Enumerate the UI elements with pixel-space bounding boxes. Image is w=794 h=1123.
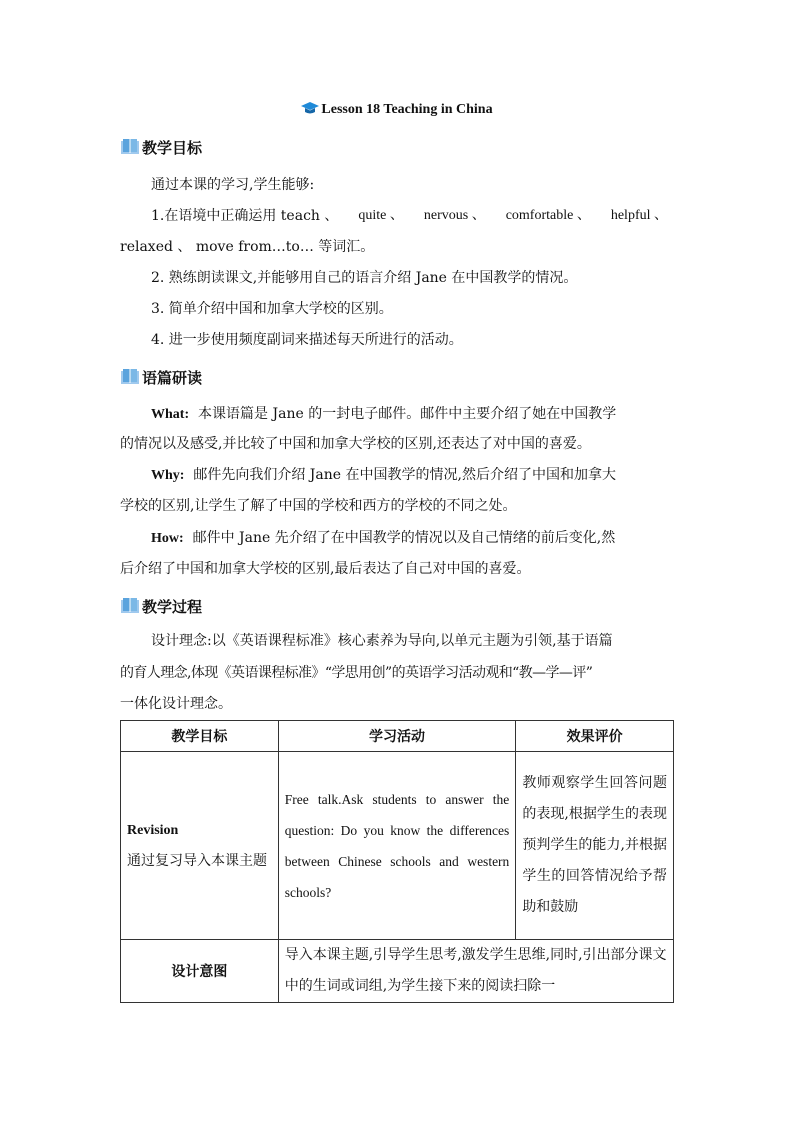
- section-heading-process: 教学过程: [120, 596, 202, 618]
- reading-how-line-2: 后介绍了中国和加拿大学校的区别,最后表达了自己对中国的喜爱。: [120, 561, 531, 577]
- goals-item-2: 2. 熟练朗读课文,并能够用自己的语言介绍 Jane 在中国教学的情况。: [151, 270, 578, 286]
- book-icon: [120, 597, 140, 615]
- book-icon: [120, 138, 140, 156]
- process-paragraph-line-2: 的育人理念,体现《英语课程标准》“学思用创”的英语学习活动观和“教—学—评”: [120, 665, 593, 681]
- lesson-title: Lesson 18 Teaching in China: [0, 101, 794, 118]
- goals-item-1-cont: relaxed 、 move from…to… 等词汇。: [120, 239, 375, 255]
- process-paragraph-line-1: 设计理念:以《英语课程标准》核心素养为导向,以单元主题为引领,基于语篇: [151, 633, 613, 649]
- header-evaluation: 效果评价: [516, 721, 674, 752]
- row1-goal-desc: 通过复习导入本课主题: [127, 852, 267, 869]
- goals-item-1: 1.在语境中正确运用 teach 、 quite 、 nervous 、 comfortable 、 helpful 、: [151, 208, 668, 224]
- reading-how-line-1: How: 邮件中 Jane 先介绍了在中国教学的情况以及自己情绪的前后变化,然: [151, 530, 616, 546]
- row1-goal-title: Revision: [127, 822, 179, 838]
- header-activity: 学习活动: [278, 721, 516, 752]
- table-row: [121, 940, 674, 1003]
- reading-why-line-2: 学校的区别,让学生了解了中国的学校和西方的学校的不同之处。: [120, 498, 517, 514]
- row1-evaluation: 教师观察学生回答问题的表现,根据学生的表现预判学生的能力,并根据学生的回答情况给予帮助和鼓励: [516, 752, 674, 940]
- goals-item-3: 3. 简单介绍中国和加拿大学校的区别。: [151, 301, 393, 317]
- book-icon: [120, 368, 140, 386]
- goals-item-4: 4. 进一步使用频度副词来描述每天所进行的活动。: [151, 332, 463, 348]
- row1-activity: Free talk.Ask students to answer the question: Do you know the differences between Chinese schools and western schools?: [278, 752, 516, 940]
- row2-label: 设计意图: [121, 940, 279, 1003]
- reading-why-line-1: Why: 邮件先向我们介绍 Jane 在中国教学的情况,然后介绍了中国和加拿大: [151, 467, 616, 483]
- goals-intro: 通过本课的学习,学生能够:: [151, 177, 315, 193]
- reading-what-line-1: What: 本课语篇是 Jane 的一封电子邮件。邮件中主要介绍了她在中国教学: [151, 406, 617, 422]
- process-paragraph-line-3: 一体化设计理念。: [120, 696, 232, 712]
- section-heading-reading: 语篇研读: [120, 367, 202, 389]
- section-heading-goals: 教学目标: [120, 137, 202, 159]
- table-header-row: [121, 721, 674, 752]
- row2-content: 导入本课主题,引导学生思考,激发学生思维,同时,引出部分课文中的生词或词组,为学生接下来的阅读扫除一: [278, 940, 673, 1003]
- row1-goal-cell: [121, 752, 279, 940]
- graduation-cap-icon: [301, 101, 319, 115]
- header-goal: 教学目标: [121, 721, 279, 752]
- table-row: [121, 752, 674, 940]
- lesson-plan-table: [120, 720, 674, 1003]
- reading-what-line-2: 的情况以及感受,并比较了中国和加拿大学校的区别,还表达了对中国的喜爱。: [120, 436, 591, 452]
